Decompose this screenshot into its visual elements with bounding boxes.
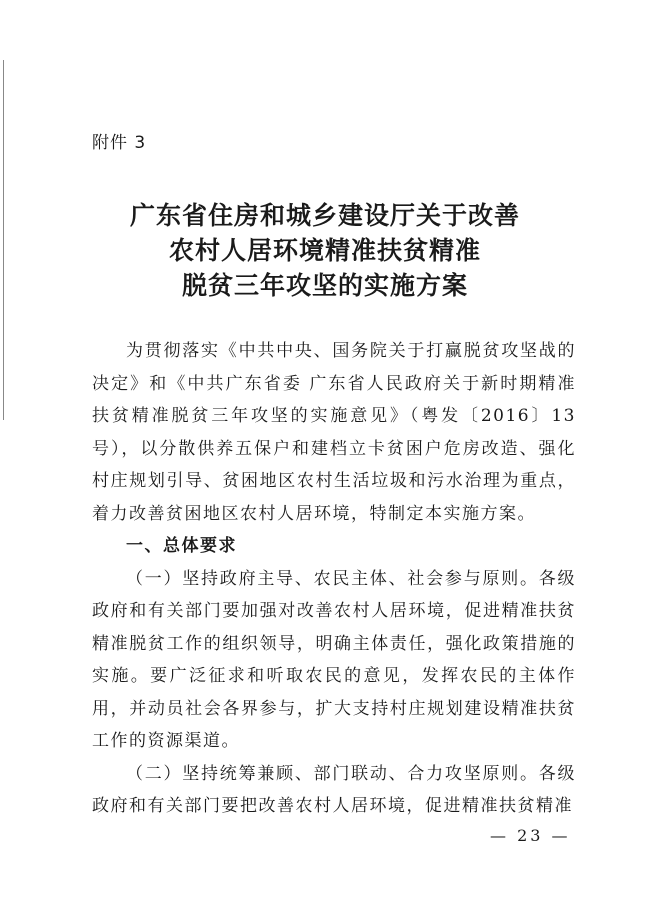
title-line-3: 脱贫三年攻坚的实施方案 — [181, 271, 468, 300]
intro-paragraph: 为贯彻落实《中共中央、国务院关于打赢脱贫攻坚战的决定》和《中共广东省委 广东省人民政府关于新时期精准扶贫精准脱贫三年攻坚的实施意见》（粤发〔2016〕13号），以分散供养五保户和建档立卡贫困户危房改造、强化村庄规划引导、贫困地区农村生活垃圾和污水治理为重点，着力改善贫困地区农村人居环境，特制定本实施方案。 — [92, 341, 576, 524]
binding-edge-line — [3, 60, 4, 420]
document-body — [92, 335, 576, 823]
title-line-1: 广东省住房和城乡建设厅关于改善 — [129, 201, 520, 230]
attachment-label: 附件 3 — [92, 133, 147, 153]
document-title — [70, 198, 580, 303]
principle-paragraph-1: （一）坚持政府主导、农民主体、社会参与原则。各级政府和有关部门要加强对改善农村人居环境，促进精准扶贫精准脱贫工作的组织领导，明确主体责任，强化政策措施的实施。要广泛征求和听取农民的意见，发挥农民的主体作用，并动员社会各界参与，扩大支持村庄规划建设精准扶贫工作的资源渠道。 — [92, 568, 576, 751]
principle-paragraph-2: （二）坚持统筹兼顾、部门联动、合力攻坚原则。各级政府和有关部门要把改善农村人居环境，促进精准扶贫精准 — [92, 763, 576, 816]
section-heading: 一、总体要求 — [126, 536, 237, 556]
page-number: — 23 — — [490, 826, 571, 845]
title-line-2: 农村人居环境精准扶贫精准 — [168, 236, 481, 265]
